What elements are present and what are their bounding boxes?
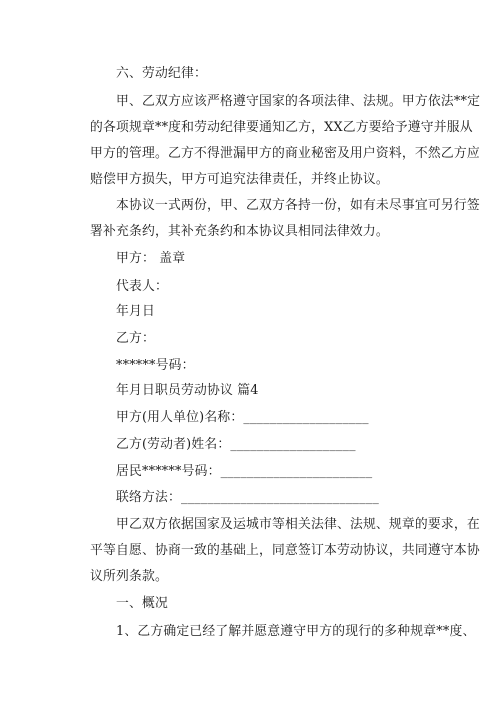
paragraph-line: 署补充条约，其补充条约和本协议具相同法律效力。 xyxy=(90,224,389,239)
agreement-title: 年月日职员劳动协议 篇4 xyxy=(116,383,259,398)
paragraph-line: 的各项规章**度和劳动纪律要通知乙方，XX乙方要给予遵守并服从 xyxy=(90,120,473,135)
paragraph-line: 甲方的管理。乙方不得泄漏甲方的商业秘密及用户资料，不然乙方应 xyxy=(90,146,480,161)
heading-labor-discipline: 六、劳动纪律： xyxy=(116,66,207,81)
paragraph-line: 赔偿甲方损失，甲方可追究法律责任，并终止协议。 xyxy=(90,172,389,187)
resident-id-field: 居民******号码：_______________________ xyxy=(116,464,373,479)
contact-field: 联络方法：______________________________ xyxy=(116,490,379,505)
paragraph-line: 本协议一式两份，甲、乙双方各持一份，如有未尽事宜可另行签 xyxy=(116,198,480,213)
paragraph-line: 议所列条款。 xyxy=(90,569,168,584)
section-overview-heading: 一、概况 xyxy=(116,596,168,611)
item-1: 1、乙方确定已经了解并愿意遵守甲方的现行的多种规章**度、 xyxy=(116,624,476,639)
worker-name-field: 乙方(劳动者)姓名：___________________ xyxy=(116,437,356,452)
employer-name-field: 甲方(用人单位)名称：___________________ xyxy=(116,410,369,425)
party-a-seal: 甲方： 盖章 xyxy=(116,251,186,266)
paragraph-line: 甲乙双方依据国家及运城市等相关法律、法规、规章的要求，在 xyxy=(116,517,480,532)
representative-label: 代表人： xyxy=(116,279,168,294)
paragraph-line: 甲、乙双方应该严格遵守国家的各项法律、法规。甲方依法**定 xyxy=(116,94,481,109)
id-number-label: ******号码： xyxy=(116,358,195,373)
party-b-label: 乙方： xyxy=(116,331,155,346)
date-label: 年月日 xyxy=(116,304,155,319)
paragraph-line: 平等自愿、协商一致的基础上，同意签订本劳动协议，共同遵守本协 xyxy=(90,543,480,558)
